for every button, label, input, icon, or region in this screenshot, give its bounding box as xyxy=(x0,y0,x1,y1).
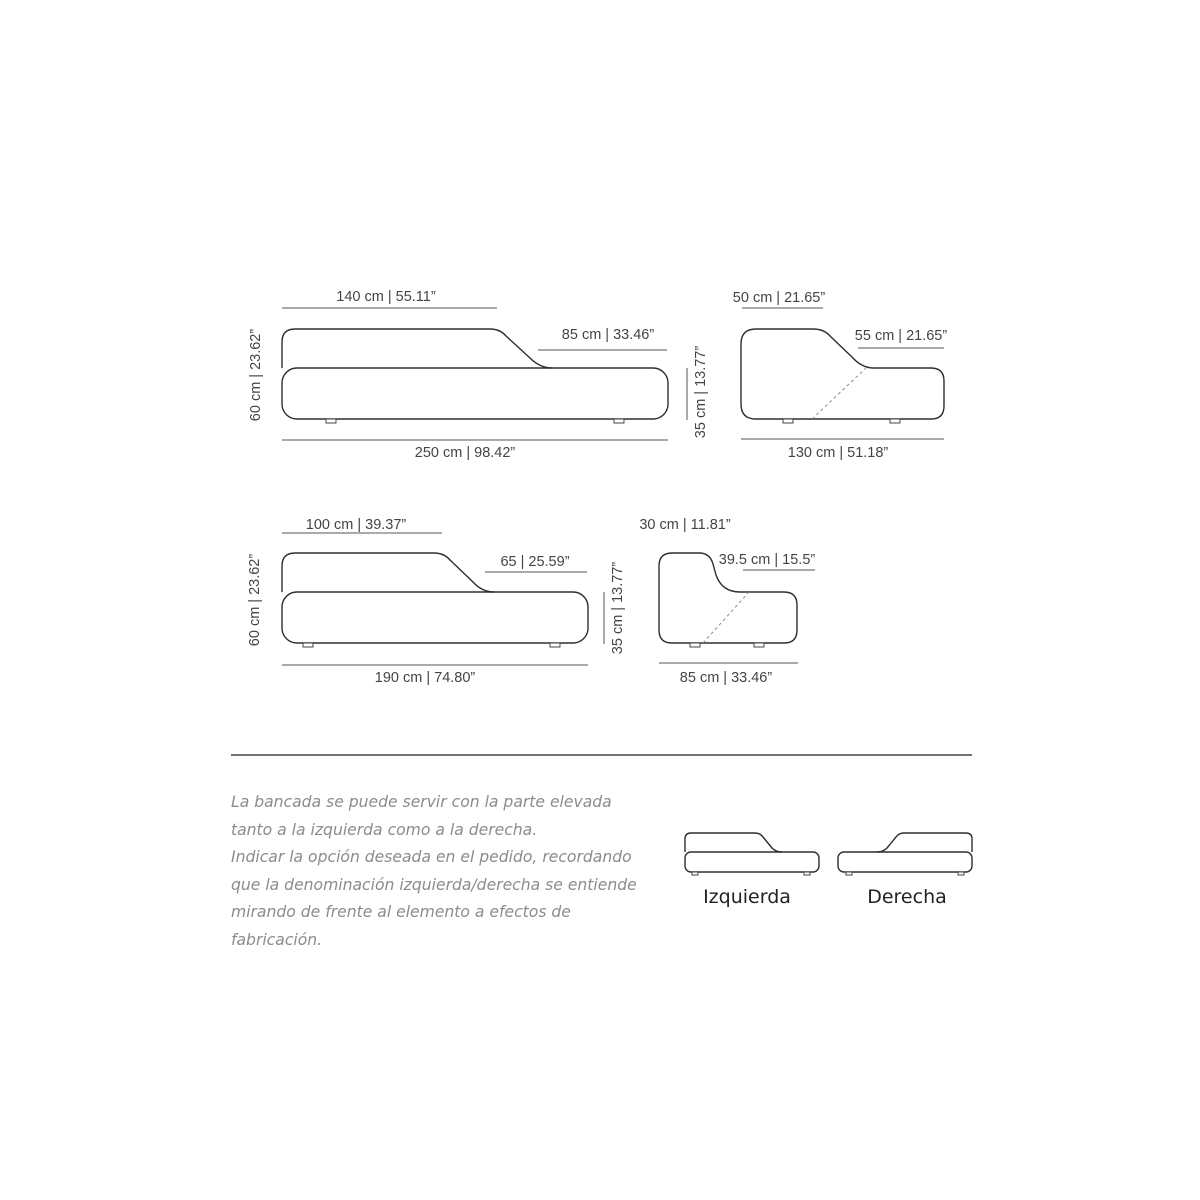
small-side-height-dimension: 35 cm | 13.77” xyxy=(610,561,626,655)
small-bench-front-view xyxy=(247,517,588,686)
note-line: fabricación. xyxy=(231,930,323,949)
small-side-top-dimension: 30 cm | 11.81” xyxy=(639,517,731,533)
small-front-height-dimension: 60 cm | 23.62” xyxy=(247,553,263,647)
small-front-width-dimension: 190 cm | 74.80” xyxy=(374,670,476,686)
small-side-depth-dimension: 85 cm | 33.46” xyxy=(679,670,773,686)
note-line: Indicar la opción deseada en el pedido, recordando xyxy=(231,848,632,866)
large-front-width-dimension: 250 cm | 98.42” xyxy=(414,445,516,461)
large-side-top-dimension: 50 cm | 21.65” xyxy=(732,290,826,306)
left-option-label: Izquierda xyxy=(703,886,791,908)
large-front-height-dimension: 60 cm | 23.62” xyxy=(248,328,264,422)
note-line: que la denominación izquierda/derecha se entiende xyxy=(231,875,637,894)
note-line: La bancada se puede servir con la parte elevada xyxy=(231,793,612,811)
large-bench-front-view xyxy=(248,289,668,461)
small-bench-side-view xyxy=(604,517,815,686)
orientation-note xyxy=(231,789,671,954)
right-option-label: Derecha xyxy=(867,886,947,908)
small-front-top-dimension: 100 cm | 39.37” xyxy=(305,517,407,533)
large-front-seat-dimension: 85 cm | 33.46” xyxy=(561,327,655,343)
small-side-seat-dimension: 39.5 cm | 15.5” xyxy=(718,552,816,568)
large-side-seat-dimension: 55 cm | 21.65” xyxy=(854,328,948,344)
note-line: mirando de frente al elemento a efectos de xyxy=(231,903,571,921)
note-line: tanto a la izquierda como a la derecha. xyxy=(231,820,538,839)
small-front-seat-dimension: 65 | 25.59” xyxy=(500,554,570,570)
large-bench-side-view xyxy=(687,290,947,461)
large-side-height-dimension: 35 cm | 13.77” xyxy=(693,345,709,439)
right-option-thumbnail xyxy=(838,833,972,908)
left-option-thumbnail xyxy=(685,833,819,908)
large-side-depth-dimension: 130 cm | 51.18” xyxy=(787,445,889,461)
large-front-top-dimension: 140 cm | 55.11” xyxy=(336,289,436,305)
